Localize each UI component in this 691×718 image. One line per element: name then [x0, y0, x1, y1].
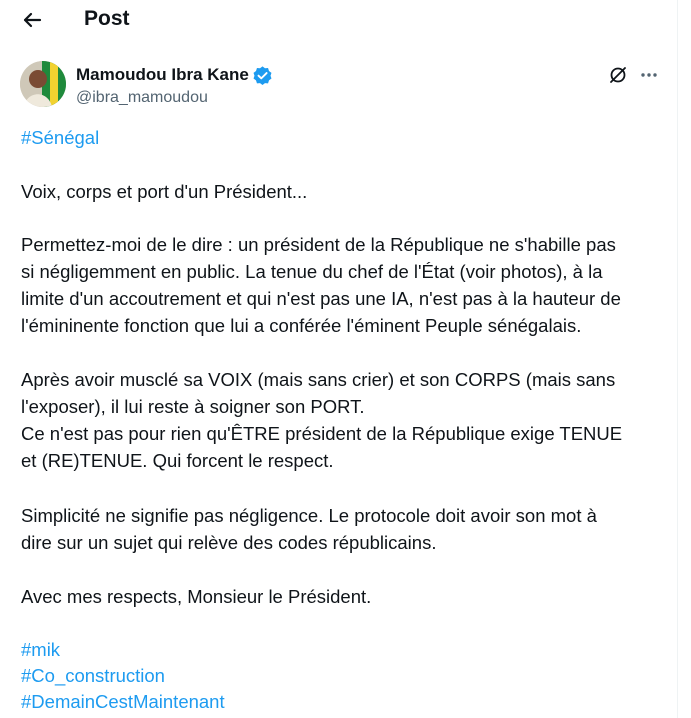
post-text-line: l'exposer), il lui reste à soigner son PORT.: [21, 396, 365, 417]
grok-button[interactable]: [605, 62, 631, 88]
post-text-line: Ce n'est pas pour rien qu'ÊTRE président de la République exige TENUE: [21, 423, 623, 444]
post-text-line: l'émininente fonction que lui a conférée l'éminent Peuple sénégalais.: [21, 315, 582, 336]
top-bar: [0, 0, 677, 40]
more-options-button[interactable]: [636, 62, 662, 88]
post-text-line: Voix, corps et port d'un Président...: [21, 181, 308, 202]
post-text-line: dire sur un sujet qui relève des codes républicains.: [21, 532, 437, 553]
back-arrow-icon: [22, 10, 42, 30]
avatar[interactable]: [20, 61, 66, 107]
post-text-line: et (RE)TENUE. Qui forcent le respect.: [21, 450, 334, 471]
post-text-line: si négligemment en public. La tenue du chef de l'État (voir photos), à la: [21, 261, 603, 282]
more-icon: [639, 65, 659, 85]
hashtag-link[interactable]: #Sénégal: [21, 127, 100, 148]
grok-icon: [608, 65, 628, 85]
verified-badge-icon: [252, 65, 273, 86]
hashtag-link[interactable]: #DemainCestMaintenant: [21, 691, 225, 712]
post-text-line: Simplicité ne signifie pas négligence. Le protocole doit avoir son mot à: [21, 505, 597, 526]
post-text-line: Après avoir musclé sa VOIX (mais sans crier) et son CORPS (mais sans: [21, 369, 616, 390]
post-text-line: Avec mes respects, Monsieur le Président.: [21, 586, 372, 607]
hashtag-link[interactable]: #Co_construction: [21, 665, 165, 686]
author-handle[interactable]: @ibra_mamoudou: [76, 89, 208, 106]
post-text-line: Permettez-moi de le dire : un président de la République ne s'habille pas: [21, 234, 616, 255]
page-title: Post: [84, 7, 130, 30]
post-text-line: limite d'un accoutrement et qui n'est pas une IA, n'est pas à la hauteur de: [21, 288, 621, 309]
author-name[interactable]: Mamoudou Ibra Kane: [76, 65, 249, 84]
back-button[interactable]: [14, 4, 50, 36]
hashtag-link[interactable]: #mik: [21, 639, 61, 660]
